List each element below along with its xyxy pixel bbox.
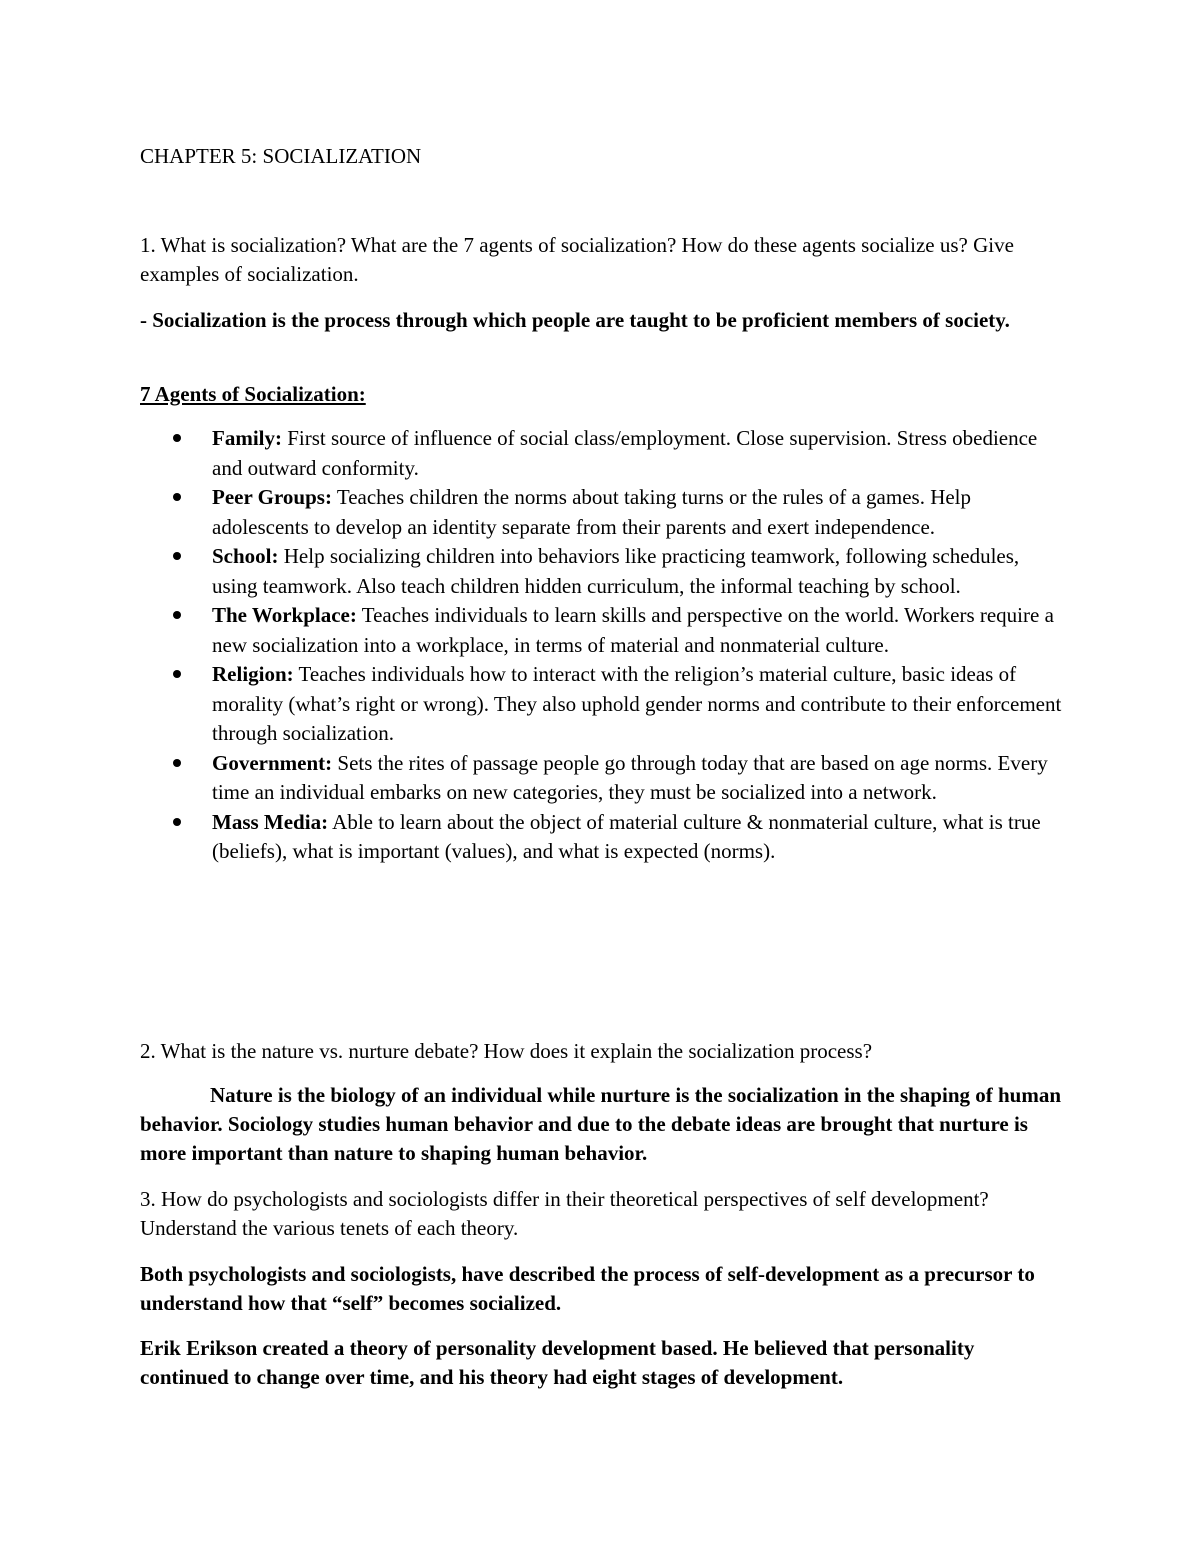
- question-2: 2. What is the nature vs. nurture debate? How does it explain the socialization process?: [140, 1039, 873, 1063]
- agent-term: Government:: [212, 750, 333, 775]
- agent-term: School:: [212, 544, 279, 568]
- chapter-title: CHAPTER 5: SOCIALIZATION: [140, 144, 422, 168]
- agent-term: Family:: [212, 426, 282, 450]
- agent-text: Help socializing children into behaviors like practicing teamwork, following schedules, using teamwork. Also teach children hidden curriculum, the informal teaching by school.: [212, 544, 1020, 598]
- agent-text: Teaches individuals how to interact with the religion’s material culture, basic ideas of morality (what’s right or wrong). They also uphold gender norms and contribute to their enforcement through socialization.: [212, 662, 1062, 745]
- bullet-icon: [173, 434, 181, 442]
- bullet-icon: [173, 493, 181, 501]
- agent-text: Able to learn about the object of material culture & nonmaterial culture, what is true (beliefs), what is important (values), and what is expected (norms).: [212, 809, 1041, 863]
- bullet-icon: [173, 759, 181, 767]
- bullet-icon: [173, 670, 181, 678]
- agent-text: Sets the rites of passage people go through today that are based on age norms. Every time an individual embarks on new categories, they must be socialized into a network.: [212, 750, 1048, 804]
- list-item: [140, 424, 1065, 483]
- agent-term: Mass Media:: [212, 809, 329, 834]
- bullet-icon: [173, 818, 181, 826]
- question-3: 3. How do psychologists and sociologists differ in their theoretical perspectives of self development? Understand the various tenets of each theory.: [140, 1187, 989, 1240]
- answer-3-part-2: Erik Erikson created a theory of personality development based. He believed that personality continued to change over time, and his theory had eight stages of development.: [140, 1336, 975, 1389]
- list-item: [140, 483, 1065, 542]
- agent-term: Peer Groups:: [212, 485, 332, 509]
- agents-heading: 7 Agents of Socialization:: [140, 382, 366, 406]
- question-1: 1. What is socialization? What are the 7 agents of socialization? How do these agents socialize us? Give examples of socialization.: [140, 233, 1014, 286]
- list-item: [140, 601, 1065, 660]
- bullet-icon: [173, 552, 181, 560]
- bullet-icon: [173, 611, 181, 619]
- list-item: [140, 749, 1065, 808]
- list-item: [140, 542, 1065, 601]
- answer-3-part-1: Both psychologists and sociologists, have described the process of self-development as a precursor to understand how that “self” becomes socialized.: [140, 1262, 1035, 1315]
- document-page: [140, 0, 1065, 1553]
- agent-text: Teaches children the norms about taking turns or the rules of a games. Help adolescents to develop an identity separate from their parents and exert independence.: [212, 485, 972, 539]
- list-item: [140, 660, 1065, 749]
- agent-text: Teaches individuals to learn skills and perspective on the world. Workers require a new socialization into a workplace, in terms of material and nonmaterial culture.: [212, 603, 1054, 657]
- agent-text: First source of influence of social class/employment. Close supervision. Stress obedience and outward conformity.: [212, 426, 1038, 480]
- agent-term: The Workplace:: [212, 603, 357, 627]
- answer-1: - Socialization is the process through which people are taught to be proficient members of society.: [140, 308, 1010, 332]
- agents-list: [140, 424, 1065, 867]
- answer-2: Nature is the biology of an individual while nurture is the socialization in the shaping of human behavior. Sociology studies human behavior and due to the debate ideas are brought that nurture is more important than nature to shaping human behavior.: [140, 1083, 1062, 1165]
- list-item: [140, 808, 1065, 867]
- agent-term: Religion:: [212, 662, 294, 686]
